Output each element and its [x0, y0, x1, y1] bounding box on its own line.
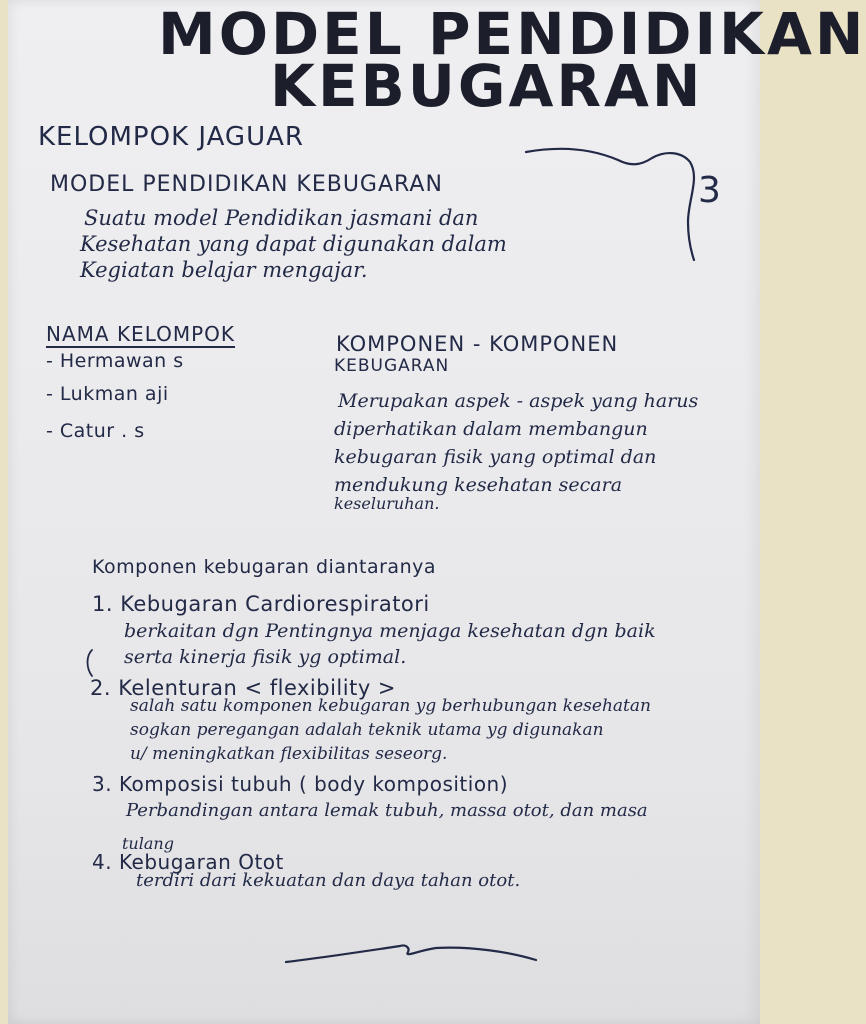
list-item-1-line: serta kinerja fisik yg optimal. — [124, 646, 407, 668]
list-item-1-title: 1. Kebugaran Cardiorespiratori — [92, 592, 430, 616]
components-heading-line-2: KEBUGARAN — [334, 356, 450, 376]
definition-line-3: Kegiatan belajar mengajar. — [80, 258, 368, 282]
group-name: KELOMPOK JAGUAR — [38, 122, 304, 152]
list-item-1-line: berkaitan dgn Pentingnya menjaga kesehatan dgn baik — [124, 620, 656, 642]
components-desc-line-2: diperhatikan dalam membangun — [334, 418, 648, 440]
definition-line-2: Kesehatan yang dapat digunakan dalam — [80, 232, 507, 256]
model-heading: MODEL PENDIDIKAN KEBUGARAN — [50, 172, 443, 197]
member-name: - Catur . s — [46, 420, 145, 442]
components-desc-line-4: mendukung kesehatan secara — [334, 474, 623, 496]
corner-number: 3 — [698, 170, 721, 211]
title-line-2: KEBUGARAN — [270, 52, 704, 120]
list-item-4-title: 4. Kebugaran Otot — [92, 850, 284, 874]
list-item-2-line: u/ meningkatkan flexibilitas seseorg. — [130, 744, 448, 764]
components-desc-line-1: Merupakan aspek - aspek yang harus — [338, 390, 699, 412]
definition-line-1: Suatu model Pendidikan jasmani dan — [84, 206, 479, 230]
members-heading: NAMA KELOMPOK — [46, 322, 236, 346]
list-item-2-line: salah satu komponen kebugaran yg berhubungan kesehatan — [130, 696, 651, 716]
margin-bracket — [88, 650, 93, 676]
components-desc-line-3: kebugaran fisik yang optimal dan — [334, 446, 657, 468]
title-line-1: MODEL PENDIDIKAN — [158, 0, 866, 68]
list-item-3-line: tulang — [122, 834, 174, 853]
components-heading-line-1: KOMPONEN - KOMPONEN — [336, 332, 619, 356]
list-item-3-line: Perbandingan antara lemak tubuh, massa otot, dan masa — [126, 800, 648, 821]
list-item-2-title: 2. Kelenturan < flexibility > — [90, 676, 397, 700]
list-item-3-title: 3. Komposisi tubuh ( body komposition) — [92, 772, 509, 796]
corner-squiggle — [526, 149, 694, 260]
list-item-4-line: terdiri dari kekuatan dan daya tahan otot. — [136, 870, 521, 891]
components-desc-line-5: keseluruhan. — [334, 494, 440, 513]
bottom-scribble — [286, 945, 536, 962]
member-name: - Lukman aji — [46, 383, 169, 405]
list-item-2-line: sogkan peregangan adalah teknik utama yg digunakan — [130, 720, 604, 740]
member-name: - Hermawan s — [46, 350, 184, 372]
list-intro: Komponen kebugaran diantaranya — [92, 556, 437, 578]
